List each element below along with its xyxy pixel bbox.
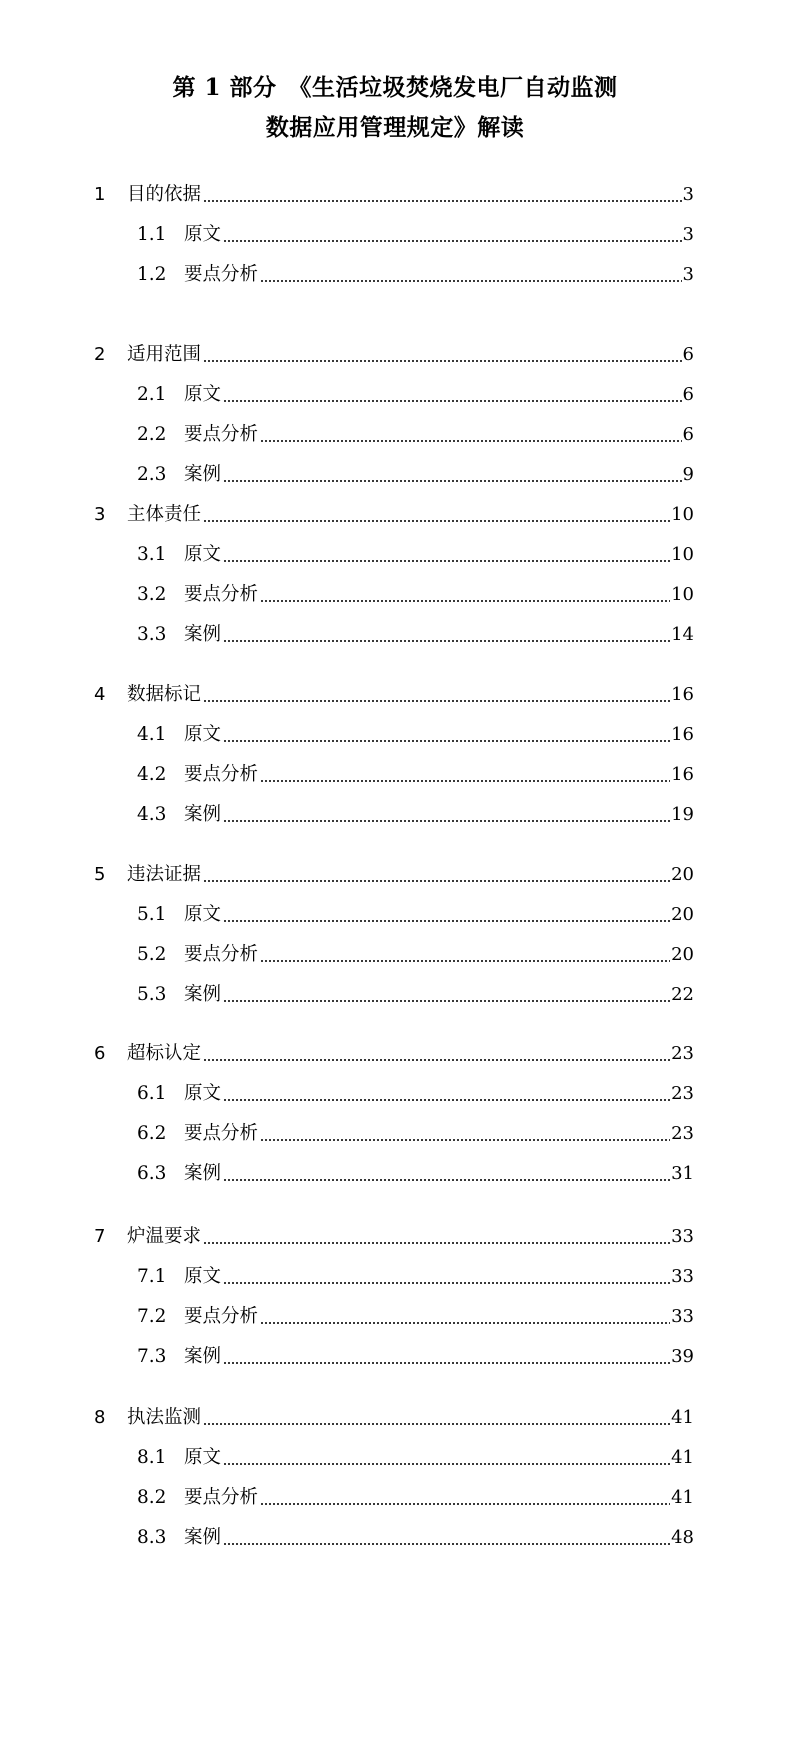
chapter-page-number: 10 bbox=[671, 504, 694, 525]
toc-section-1-2[interactable] bbox=[137, 260, 694, 290]
section-title: 要点分析 bbox=[184, 264, 259, 285]
section-number: 7.2 bbox=[137, 1306, 167, 1327]
section-page-number: 23 bbox=[671, 1123, 694, 1144]
toc-section-8-2[interactable] bbox=[137, 1483, 694, 1513]
page-title-line-1: 第 1 部分 《生活垃圾焚烧发电厂自动监测 bbox=[172, 74, 618, 101]
chapter-page-number: 3 bbox=[682, 184, 694, 205]
section-number: 3.2 bbox=[137, 584, 167, 605]
section-title: 原文 bbox=[184, 1266, 222, 1287]
section-title: 要点分析 bbox=[184, 424, 259, 445]
chapter-title: 超标认定 bbox=[127, 1043, 202, 1064]
dot-leader bbox=[260, 585, 670, 603]
section-title: 要点分析 bbox=[184, 944, 259, 965]
dot-leader bbox=[260, 1124, 670, 1142]
dot-leader bbox=[223, 1164, 670, 1182]
toc-section-5-2[interactable] bbox=[137, 940, 694, 970]
chapter-number: 2 bbox=[94, 344, 106, 365]
section-number: 7.3 bbox=[137, 1346, 167, 1367]
dot-leader bbox=[260, 1307, 670, 1325]
chapter-number: 6 bbox=[94, 1043, 106, 1064]
dot-leader bbox=[223, 225, 682, 243]
chapter-page-number: 41 bbox=[671, 1407, 694, 1428]
section-number: 4.2 bbox=[137, 764, 167, 785]
toc-section-6-1[interactable] bbox=[137, 1079, 694, 1109]
dot-leader bbox=[203, 345, 682, 363]
section-page-number: 10 bbox=[671, 544, 694, 565]
chapter-number: 5 bbox=[94, 864, 106, 885]
section-title: 要点分析 bbox=[184, 764, 259, 785]
dot-leader bbox=[260, 765, 670, 783]
section-title: 案例 bbox=[184, 984, 222, 1005]
section-number: 8.3 bbox=[137, 1527, 167, 1548]
chapter-number: 1 bbox=[94, 184, 106, 205]
section-page-number: 39 bbox=[671, 1346, 694, 1367]
section-number: 6.2 bbox=[137, 1123, 167, 1144]
section-number: 8.1 bbox=[137, 1447, 167, 1468]
section-page-number: 16 bbox=[671, 724, 694, 745]
toc-section-4-3[interactable] bbox=[137, 800, 694, 830]
toc-chapter-4[interactable] bbox=[94, 680, 694, 710]
chapter-page-number: 23 bbox=[671, 1043, 694, 1064]
chapter-page-number: 6 bbox=[682, 344, 694, 365]
dot-leader bbox=[260, 945, 670, 963]
chapter-number: 7 bbox=[94, 1226, 106, 1247]
section-number: 2.3 bbox=[137, 464, 167, 485]
chapter-title: 主体责任 bbox=[127, 504, 202, 525]
section-number: 3.3 bbox=[137, 624, 167, 645]
dot-leader bbox=[223, 1448, 670, 1466]
section-number: 5.1 bbox=[137, 904, 167, 925]
section-page-number: 33 bbox=[671, 1306, 694, 1327]
toc-chapter-7[interactable] bbox=[94, 1222, 694, 1252]
section-number: 2.2 bbox=[137, 424, 167, 445]
section-page-number: 20 bbox=[671, 904, 694, 925]
section-title: 要点分析 bbox=[184, 1306, 259, 1327]
dot-leader bbox=[203, 1227, 670, 1245]
chapter-page-number: 33 bbox=[671, 1226, 694, 1247]
toc-section-3-1[interactable] bbox=[137, 540, 694, 570]
section-page-number: 3 bbox=[682, 264, 694, 285]
toc-chapter-6[interactable] bbox=[94, 1039, 694, 1069]
section-number: 5.3 bbox=[137, 984, 167, 1005]
section-number: 1.1 bbox=[137, 224, 167, 245]
section-number: 3.1 bbox=[137, 544, 167, 565]
chapter-number: 8 bbox=[94, 1407, 106, 1428]
section-page-number: 23 bbox=[671, 1083, 694, 1104]
toc-chapter-5[interactable] bbox=[94, 860, 694, 890]
section-page-number: 19 bbox=[671, 804, 694, 825]
toc-section-4-1[interactable] bbox=[137, 720, 694, 750]
toc-section-5-3[interactable] bbox=[137, 980, 694, 1010]
toc-section-7-1[interactable] bbox=[137, 1262, 694, 1292]
toc-chapter-3[interactable] bbox=[94, 500, 694, 530]
section-title: 原文 bbox=[184, 904, 222, 925]
chapter-page-number: 16 bbox=[671, 684, 694, 705]
section-number: 6.1 bbox=[137, 1083, 167, 1104]
section-page-number: 31 bbox=[671, 1163, 694, 1184]
toc-section-8-1[interactable] bbox=[137, 1443, 694, 1473]
section-page-number: 14 bbox=[671, 624, 694, 645]
section-page-number: 6 bbox=[682, 384, 694, 405]
dot-leader bbox=[223, 1267, 670, 1285]
section-page-number: 9 bbox=[682, 464, 694, 485]
toc-chapter-1[interactable] bbox=[94, 180, 694, 210]
dot-leader bbox=[223, 805, 670, 823]
section-title: 案例 bbox=[184, 804, 222, 825]
toc-section-3-2[interactable] bbox=[137, 580, 694, 610]
section-title: 原文 bbox=[184, 384, 222, 405]
dot-leader bbox=[223, 905, 670, 923]
section-page-number: 6 bbox=[682, 424, 694, 445]
dot-leader bbox=[203, 185, 682, 203]
dot-leader bbox=[260, 425, 682, 443]
toc-section-3-3[interactable] bbox=[137, 620, 694, 650]
chapter-title: 数据标记 bbox=[127, 684, 202, 705]
section-title: 要点分析 bbox=[184, 1487, 259, 1508]
dot-leader bbox=[223, 1528, 670, 1546]
dot-leader bbox=[223, 545, 670, 563]
dot-leader bbox=[203, 685, 670, 703]
dot-leader bbox=[223, 985, 670, 1003]
section-number: 1.2 bbox=[137, 264, 167, 285]
section-title: 案例 bbox=[184, 1346, 222, 1367]
section-number: 4.1 bbox=[137, 724, 167, 745]
section-title: 案例 bbox=[184, 624, 222, 645]
chapter-title: 违法证据 bbox=[127, 864, 202, 885]
section-title: 要点分析 bbox=[184, 584, 259, 605]
section-page-number: 41 bbox=[671, 1487, 694, 1508]
section-page-number: 33 bbox=[671, 1266, 694, 1287]
chapter-title: 目的依据 bbox=[127, 184, 202, 205]
section-title: 案例 bbox=[184, 1163, 222, 1184]
chapter-title: 适用范围 bbox=[127, 344, 202, 365]
section-page-number: 41 bbox=[671, 1447, 694, 1468]
dot-leader bbox=[203, 1408, 670, 1426]
toc-section-1-1[interactable] bbox=[137, 220, 694, 250]
dot-leader bbox=[223, 625, 670, 643]
section-page-number: 48 bbox=[671, 1527, 694, 1548]
section-number: 8.2 bbox=[137, 1487, 167, 1508]
dot-leader bbox=[223, 1347, 670, 1365]
section-page-number: 3 bbox=[682, 224, 694, 245]
section-page-number: 22 bbox=[671, 984, 694, 1005]
section-number: 5.2 bbox=[137, 944, 167, 965]
section-number: 2.1 bbox=[137, 384, 167, 405]
dot-leader bbox=[223, 465, 682, 483]
toc-section-7-3[interactable] bbox=[137, 1342, 694, 1372]
chapter-number: 4 bbox=[94, 684, 106, 705]
section-title: 原文 bbox=[184, 1083, 222, 1104]
section-title: 案例 bbox=[184, 1527, 222, 1548]
page-title-line-2: 数据应用管理规定》解读 bbox=[265, 114, 525, 141]
dot-leader bbox=[260, 1488, 670, 1506]
toc-section-4-2[interactable] bbox=[137, 760, 694, 790]
dot-leader bbox=[203, 505, 670, 523]
section-title: 原文 bbox=[184, 1447, 222, 1468]
toc-section-2-1[interactable] bbox=[137, 380, 694, 410]
chapter-number: 3 bbox=[94, 504, 106, 525]
chapter-page-number: 20 bbox=[671, 864, 694, 885]
section-number: 6.3 bbox=[137, 1163, 167, 1184]
dot-leader bbox=[223, 1084, 670, 1102]
dot-leader bbox=[203, 865, 670, 883]
section-title: 原文 bbox=[184, 224, 222, 245]
toc-chapter-2[interactable] bbox=[94, 340, 694, 370]
toc-section-8-3[interactable] bbox=[137, 1523, 694, 1553]
dot-leader bbox=[260, 265, 682, 283]
chapter-title: 炉温要求 bbox=[127, 1226, 202, 1247]
toc-section-2-2[interactable] bbox=[137, 420, 694, 450]
dot-leader bbox=[223, 725, 670, 743]
dot-leader bbox=[203, 1044, 670, 1062]
toc-section-7-2[interactable] bbox=[137, 1302, 694, 1332]
toc-section-5-1[interactable] bbox=[137, 900, 694, 930]
section-title: 原文 bbox=[184, 544, 222, 565]
toc-section-6-2[interactable] bbox=[137, 1119, 694, 1149]
section-number: 7.1 bbox=[137, 1266, 167, 1287]
section-title: 要点分析 bbox=[184, 1123, 259, 1144]
toc-chapter-8[interactable] bbox=[94, 1403, 694, 1433]
section-page-number: 10 bbox=[671, 584, 694, 605]
section-title: 原文 bbox=[184, 724, 222, 745]
dot-leader bbox=[223, 385, 682, 403]
section-page-number: 16 bbox=[671, 764, 694, 785]
chapter-title: 执法监测 bbox=[127, 1407, 202, 1428]
toc-section-6-3[interactable] bbox=[137, 1159, 694, 1189]
toc-section-2-3[interactable] bbox=[137, 460, 694, 490]
section-number: 4.3 bbox=[137, 804, 167, 825]
section-title: 案例 bbox=[184, 464, 222, 485]
section-page-number: 20 bbox=[671, 944, 694, 965]
